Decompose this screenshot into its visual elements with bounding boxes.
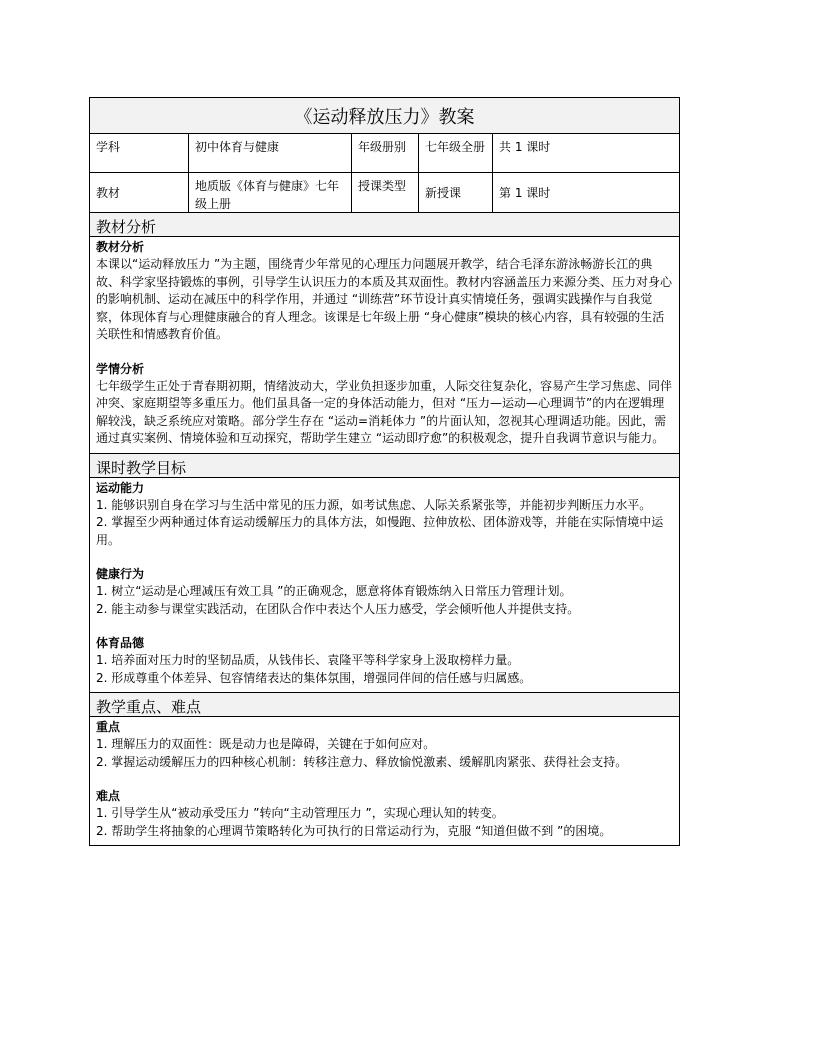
section-heading-goals: 课时教学目标: [90, 454, 679, 478]
goal-item: 1. 树立“运动是心理减压有效工具 ”的正确观念，愿意将体育锻炼纳入日常压力管理计划。: [96, 584, 572, 598]
paragraph-learners: 七年级学生正处于青春期初期，情绪波动大，学业负担逐步加重，人际交往复杂化，容易产生学习焦虑、同伴冲突、家庭期望等多重压力。他们虽具备一定的身体活动能力，但对 “压力—运动—心理调节”的内在逻辑理解较浅，缺乏系统应对策略。部分学生存在 “运动=消耗体力 ”的片面认知，忽视其心理调适功能。因此，需通过真实案例、情境体验和互动探究，帮助学生建立 “运动即疗愈”的积极观念，提升自我调节意识与能力。: [96, 378, 673, 445]
material-label: 教材: [90, 173, 189, 213]
section-heading-analysis: 教材分析: [90, 213, 679, 237]
document-title: 《运动释放压力》教案: [90, 98, 679, 134]
subheading-material: 教材分析: [96, 240, 145, 254]
subheading-learners: 学情分析: [96, 361, 145, 376]
goal-item: 2. 能主动参与课堂实践活动，在团队合作中表达个人压力感受，学会倾听他人并提供支持。: [96, 601, 580, 616]
goal-item: 1. 培养面对压力时的坚韧品质，从钱伟长、袁隆平等科学家身上汲取榜样力量。: [96, 653, 520, 667]
subheading-ethics: 体育品德: [96, 636, 145, 650]
subject-label: 学科: [90, 134, 189, 173]
subheading-motor: 运动能力: [96, 480, 145, 495]
lesson-plan-table: [89, 97, 680, 846]
goal-item: 2. 掌握至少两种通过体育运动缓解压力的具体方法，如慢跑、拉伸放松、团体游戏等，并能在实际情境中运用。: [96, 515, 664, 547]
type-label: 授课类型: [352, 173, 419, 213]
lesson-value: 第 1 课时: [493, 173, 679, 213]
subheading-health: 健康行为: [96, 567, 145, 581]
material-value: 地质版《体育与健康》七年级上册: [189, 173, 352, 213]
goal-item: 2. 形成尊重个体差异、包容情绪表达的集体氛围，增强同伴间的信任感与归属感。: [96, 670, 532, 685]
section-body-keypoints: [90, 717, 679, 845]
subject-value: 初中体育与健康: [189, 134, 352, 173]
grade-value: 七年级全册: [419, 134, 493, 173]
info-grid: [90, 134, 679, 213]
type-value: 新授课: [419, 173, 493, 213]
section-body-goals: [90, 478, 679, 694]
keypoint-item: 2. 帮助学生将抽象的心理调节策略转化为可执行的日常运动行为，克服 “知道但做不到 ”的困境。: [96, 823, 612, 838]
subheading-difficulty: 难点: [96, 789, 121, 803]
keypoint-item: 2. 掌握运动缓解压力的四种核心机制：转移注意力、释放愉悦激素、缓解肌肉紧张、获得社会支持。: [96, 754, 628, 769]
goal-item: 1. 能够识别自身在学习与生活中常见的压力源，如考试焦虑、人际关系紧张等，并能初步判断压力水平。: [96, 497, 652, 512]
subheading-focus: 重点: [96, 720, 121, 734]
keypoint-item: 1. 引导学生从“被动承受压力 ”转向“主动管理压力 ”，实现心理认知的转变。: [96, 806, 504, 820]
hours-value: 共 1 课时: [493, 134, 679, 173]
paragraph-material: 本课以“运动释放压力 ”为主题，围绕青少年常见的心理压力问题展开教学，结合毛泽东游泳畅游长江的典故、科学家坚持锻炼的事例，引导学生认识压力的本质及其双面性。教材内容涵盖压力来源分类、压力对身心的影响机制、运动在减压中的科学作用，并通过 “训练营”环节设计真实情境任务，强调实践操作与自我觉察，体现体育与心理健康融合的育人理念。该课是七年级上册 “身心健康”模块的核心内容，具有较强的生活关联性和情感教育价值。: [96, 257, 673, 341]
keypoint-item: 1. 理解压力的双面性：既是动力也是障碍，关键在于如何应对。: [96, 737, 436, 751]
section-heading-keypoints: 教学重点、难点: [90, 693, 679, 717]
grade-label: 年级册别: [352, 134, 419, 173]
section-body-analysis: [90, 237, 679, 454]
